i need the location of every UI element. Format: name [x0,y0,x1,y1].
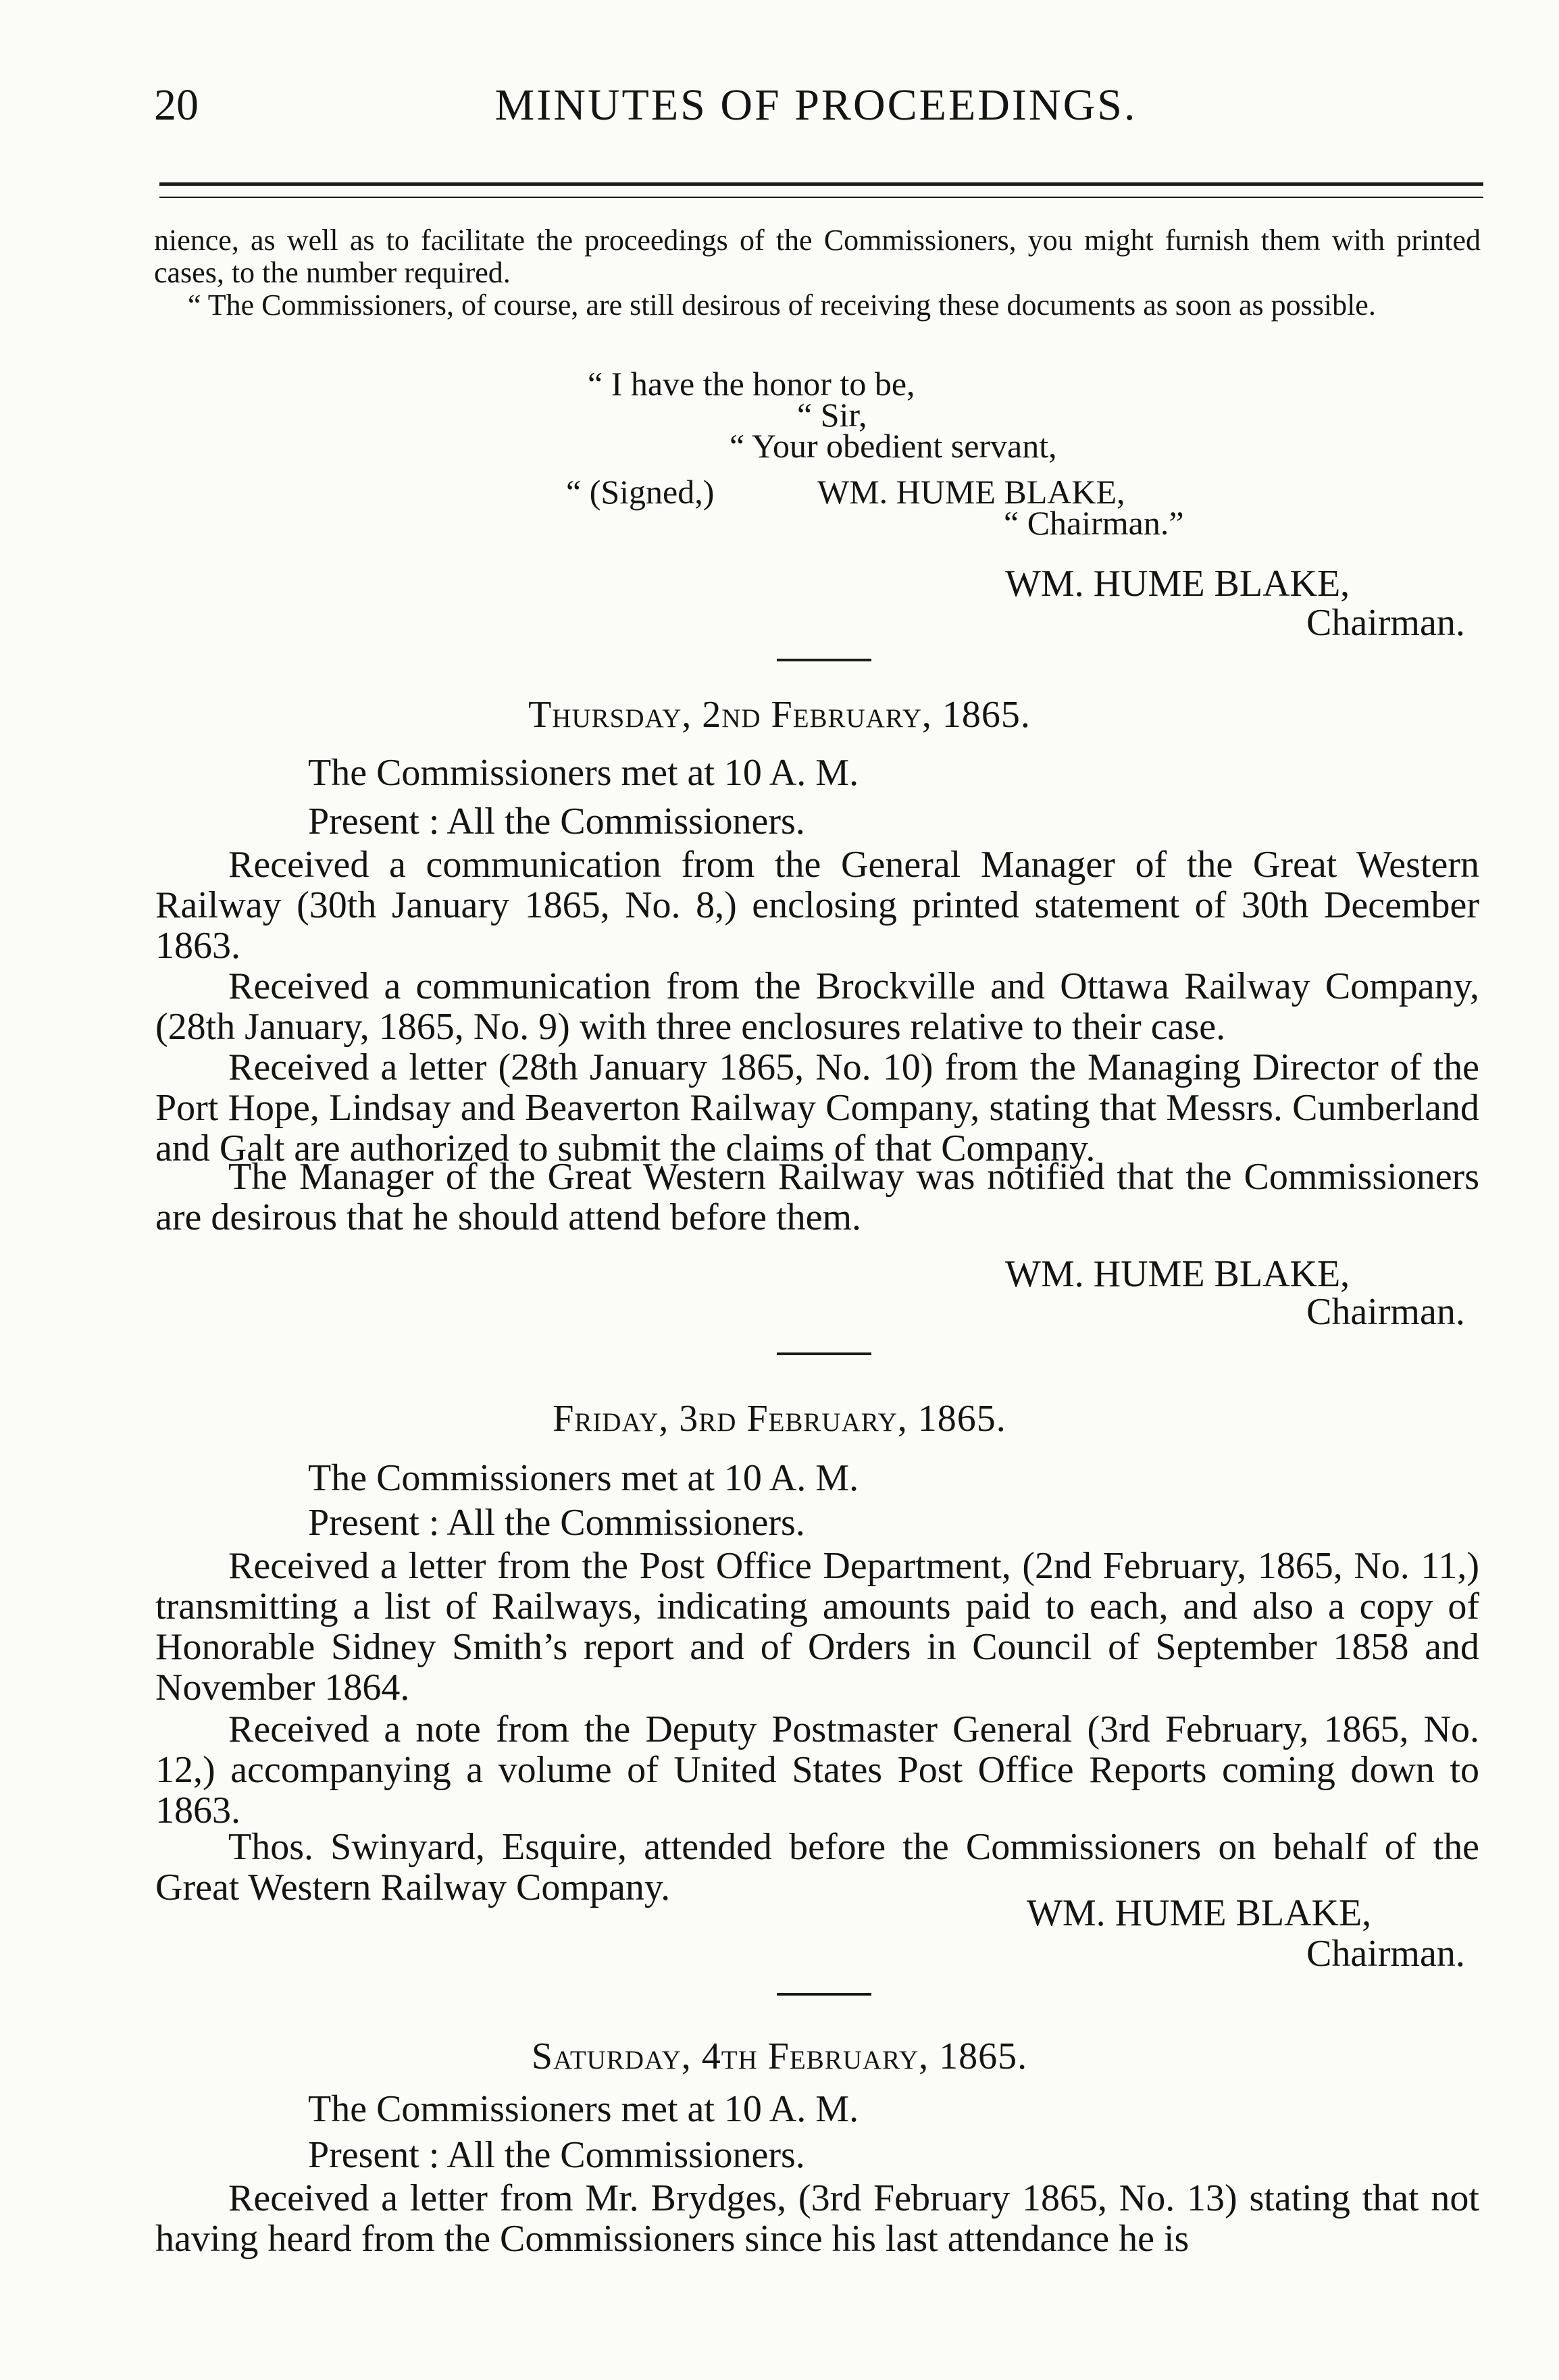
letter-closing: “ Your obedient servant, [730,427,1057,465]
signature-name: WM. HUME BLAKE, [1005,563,1350,605]
signature-title: Chairman. [1306,602,1465,644]
letter-signed-mark: “ (Signed,) [566,473,715,511]
signature-name: WM. HUME BLAKE, [1005,1253,1350,1295]
header-rule [159,182,1483,198]
section-separator [777,1352,871,1355]
letter-signer: WM. HUME BLAKE, [817,473,1125,511]
entry-present-line: Present : All the Commissioners. [308,2134,805,2176]
entry-date-heading: Thursday, 2nd February, 1865. [528,694,1031,736]
entry-met-line: The Commissioners met at 10 A. M. [308,752,859,794]
entry-date-heading: Saturday, 4th February, 1865. [531,2035,1028,2077]
letter-paragraph: nience, as well as to facilitate the proceedings of the Commissioners, you might furnish them with printed cases, to the number required. [154,224,1481,289]
entry-date-heading: Friday, 3rd February, 1865. [553,1398,1006,1440]
signature-title: Chairman. [1306,1291,1465,1333]
section-separator [777,659,871,661]
entry-met-line: The Commissioners met at 10 A. M. [308,1457,859,1499]
entry-paragraph: Received a letter from Mr. Brydges, (3rd February 1865, No. 13) stating that not having heard from the Commissioners since his last attendance he is [155,2177,1479,2260]
entry-present-line: Present : All the Commissioners. [308,1502,805,1544]
section-separator [777,1993,871,1996]
entry-paragraph: Received a note from the Deputy Postmaster General (3rd February, 1865, No. 12,) accompanying a volume of United States Post Office Reports coming down to 1863. [155,1708,1479,1831]
page-number: 20 [154,80,199,130]
page-header [154,80,1478,141]
letter-signer-title: “ Chairman.” [1004,504,1184,542]
running-title: MINUTES OF PROCEEDINGS. [494,80,1138,130]
entry-paragraph: Received a communication from the General Manager of the Great Western Railway (30th January 1865, No. 8,) enclosing printed statement of 30th December 1863. [155,844,1479,967]
entry-present-line: Present : All the Commissioners. [308,801,805,842]
signature-name: WM. HUME BLAKE, [1027,1892,1372,1934]
letter-closing: “ Sir, [797,396,867,434]
entry-met-line: The Commissioners met at 10 A. M. [308,2088,859,2130]
entry-paragraph: Thos. Swinyard, Esquire, attended before the Commissioners on behalf of the Great Western Railway Company. [155,1826,1479,1908]
letter-tail [154,224,1481,322]
entry-paragraph: Received a letter (28th January 1865, No. 10) from the Managing Director of the Port Hope, Lindsay and Beaverton Railway Company, stating that Messrs. Cumberland and Galt are authorized to submit the claims of that Company. [155,1046,1479,1169]
entry-paragraph: Received a communication from the Brockville and Ottawa Railway Company, (28th January, 1865, No. 9) with three enclosures relative to their case. [155,965,1479,1048]
letter-closing: “ I have the honor to be, [588,365,915,403]
entry-paragraph: The Manager of the Great Western Railway was notified that the Commissioners are desirous that he should attend before them. [155,1156,1479,1238]
signature-title: Chairman. [1306,1933,1465,1975]
letter-paragraph: “ The Commissioners, of course, are still desirous of receiving these documents as soon as possible. [188,288,1376,322]
entry-paragraph: Received a letter from the Post Office Department, (2nd February, 1865, No. 11,) transmitting a list of Railways, indicating amounts paid to each, and also a copy of Honorable Sidney Smith’s report and of Orders in Council of September 1858 and November 1864. [155,1545,1479,1708]
